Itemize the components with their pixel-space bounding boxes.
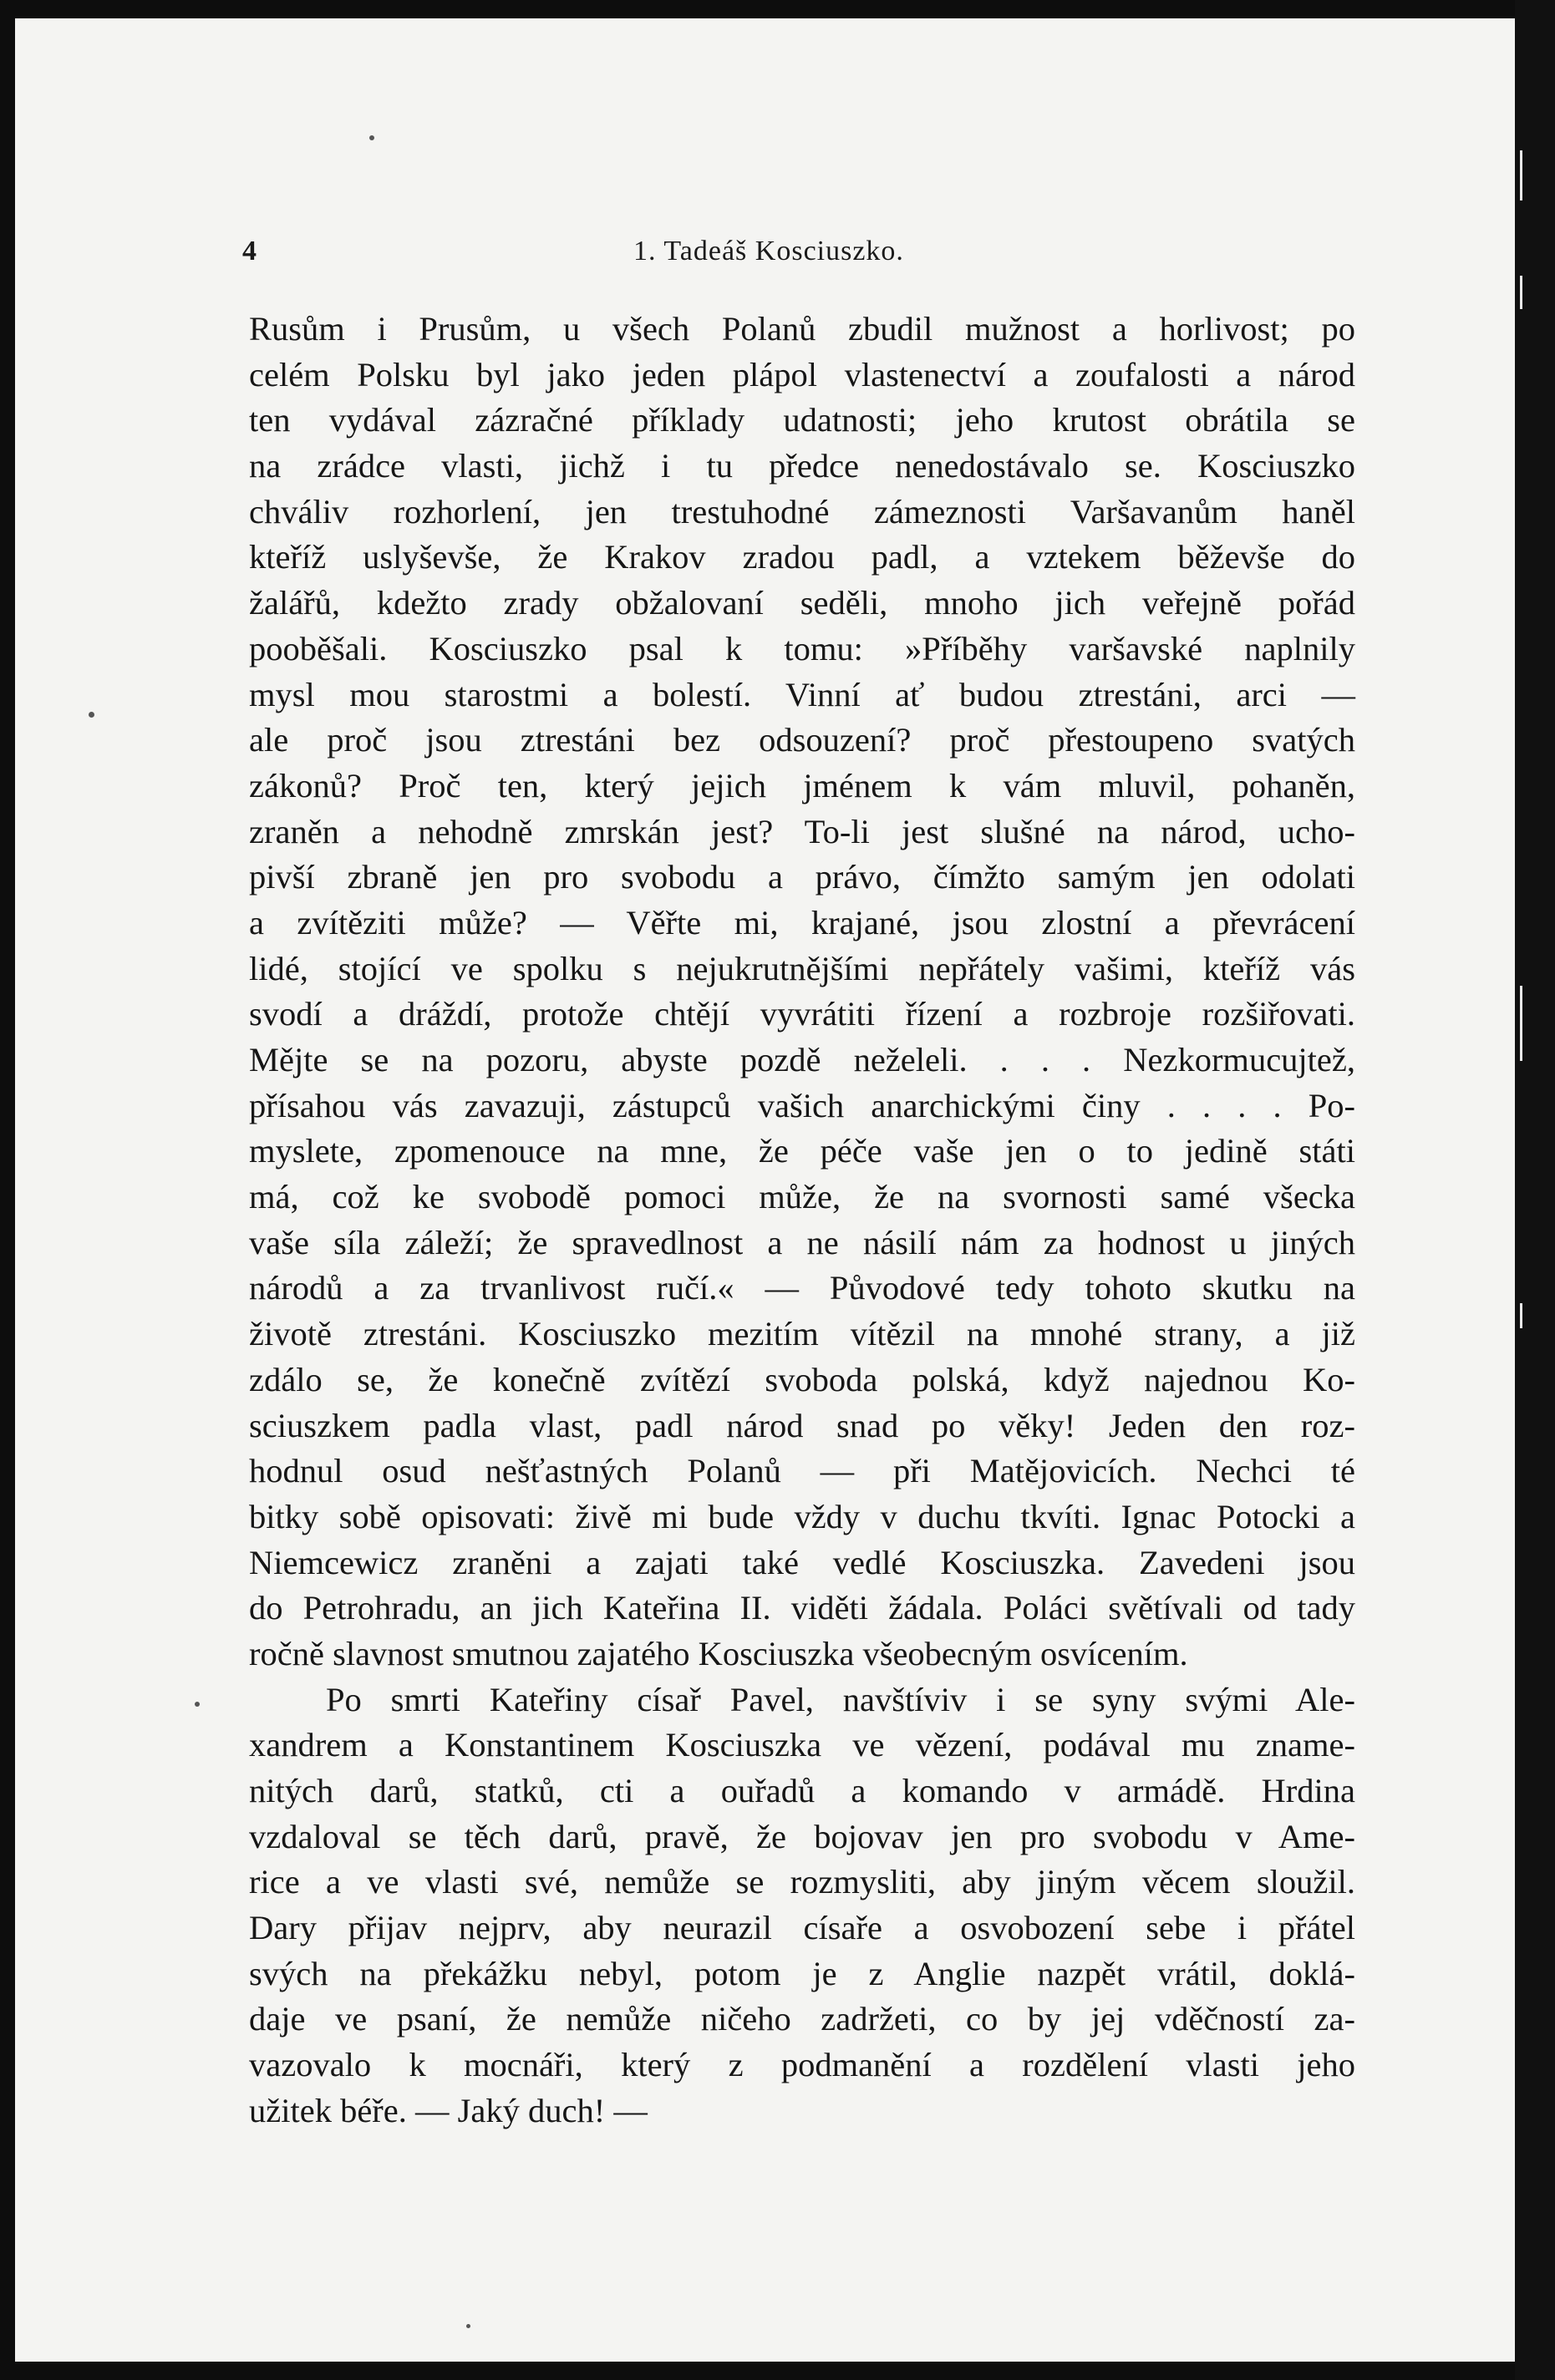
- text-line: ročně slavnost smutnou zajatého Kosciuszka všeobecným osvícením.: [249, 1634, 1188, 1672]
- text-line: ten vydával zázračné příklady udatnosti; jeho krutost obrátila se: [249, 401, 1355, 439]
- text-line: na zrádce vlasti, jichž i tu předce nenedostávalo se. Kosciuszko: [249, 447, 1355, 485]
- paper-speck: [89, 712, 94, 718]
- paper-speck: [195, 1702, 200, 1707]
- text-line: lidé, stojící ve spolku s nejukrutnějšími nepřátely vašimi, kteříž vás: [249, 949, 1355, 987]
- text-line: Mějte se na pozoru, abyste pozdě neželeli. . . . Nezkormucujtež,: [249, 1041, 1355, 1078]
- text-line: vaše síla záleží; že spravedlnost a ne násilí nám za hodnost u jiných: [249, 1223, 1355, 1261]
- text-line: zraněn a nehodně zmrskán jest? To-li jest slušné na národ, ucho-: [249, 812, 1355, 850]
- running-title: 1. Tadeáš Kosciuszko.: [633, 236, 904, 266]
- text-line: Niemcewicz zraněni a zajati také vedlé Kosciuszka. Zavedeni jsou: [249, 1543, 1355, 1581]
- text-line: svých na překážku nebyl, potom je z Anglie nazpět vrátil, doklá-: [249, 1954, 1355, 1992]
- text-line: chváliv rozhorlení, jen trestuhodné zámeznosti Varšavanům haněl: [249, 492, 1355, 530]
- text-line: mysl mou starostmi a bolestí. Vinní ať budou ztrestáni, arci —: [249, 675, 1355, 713]
- book-page: [15, 18, 1515, 2362]
- text-line: přísahou vás zavazuji, zástupců vašich anarchickými činy . . . . Po-: [249, 1086, 1355, 1124]
- text-line: užitek béře. — Jaký duch! —: [249, 2091, 648, 2129]
- text-line: myslete, zpomenouce na mne, že péče vaše jen o to jedině státi: [249, 1132, 1355, 1170]
- text-line: pooběšali. Kosciuszko psal k tomu: »Příběhy varšavské naplnily: [249, 629, 1355, 667]
- text-line: rice a ve vlasti své, nemůže se rozmysliti, aby jiným věcem sloužil.: [249, 1863, 1355, 1901]
- text-line: životě ztrestáni. Kosciuszko mezitím vítězil na mnohé strany, a již: [249, 1315, 1355, 1353]
- text-line: sciuszkem padla vlast, padl národ snad po věky! Jeden den roz-: [249, 1406, 1355, 1444]
- text-line: nitých darů, statků, cti a ouřadů a komando v armádě. Hrdina: [249, 1772, 1355, 1809]
- text-line: zdálo se, že konečně zvítězí svoboda polská, když najednou Ko-: [249, 1360, 1355, 1398]
- page-edge-shadow: [1515, 0, 1555, 2380]
- text-line: zákonů? Proč ten, který jejich jménem k vám mluvil, pohaněn,: [249, 766, 1355, 804]
- text-line: vzdaloval se těch darů, pravě, že bojovav jen pro svobodu v Ame-: [249, 1817, 1355, 1855]
- page-number: 4: [242, 236, 257, 266]
- text-line: a zvítěziti může? — Věřte mi, krajané, jsou zlostní a převrácení: [249, 903, 1355, 941]
- text-line: pivší zbraně jen pro svobodu a právo, čímžto samým jen odolati: [249, 858, 1355, 896]
- text-line: vazovalo k mocnáři, který z podmanění a rozdělení vlasti jeho: [249, 2046, 1355, 2084]
- text-line: národů a za trvanlivost ručí.« — Původové tedy tohoto skutku na: [249, 1269, 1355, 1307]
- page-header: [15, 226, 1515, 276]
- text-line: daje ve psaní, že nemůže ničeho zadržeti, co by jej vděčností za-: [249, 2000, 1355, 2038]
- body-text: [249, 307, 1355, 2134]
- paragraph-1: [249, 307, 1355, 1677]
- text-line: má, což ke svobodě pomoci může, že na svornosti samé všecka: [249, 1178, 1355, 1216]
- text-line: Dary přijav nejprv, aby neurazil císaře a osvobození sebe i přátel: [249, 1909, 1355, 1947]
- text-line: xandrem a Konstantinem Kosciuszka ve vězení, podával mu zname-: [249, 1726, 1355, 1764]
- text-line: kteříž uslyševše, že Krakov zradou padl, a vztekem běževše do: [249, 538, 1355, 576]
- text-line: ale proč jsou ztrestáni bez odsouzení? proč přestoupeno svatých: [249, 721, 1355, 759]
- text-line: celém Polsku byl jako jeden plápol vlastenectví a zoufalosti a národ: [249, 355, 1355, 393]
- text-line: žalářů, kdežto zrady obžalovaní seděli, mnoho jich veřejně pořád: [249, 584, 1355, 622]
- text-line: do Petrohradu, an jich Kateřina II. viděti žádala. Poláci světívali od tady: [249, 1589, 1355, 1627]
- text-line: bitky sobě opisovati: živě mi bude vždy v duchu tkvíti. Ignac Potocki a: [249, 1497, 1355, 1535]
- paper-speck: [369, 135, 374, 140]
- paper-speck: [466, 2324, 470, 2328]
- text-line: hodnul osud nešťastných Polanů — při Matějovicích. Nechci té: [249, 1452, 1355, 1490]
- text-line: Po smrti Kateřiny císař Pavel, navštíviv i se syny svými Ale-: [326, 1680, 1355, 1718]
- text-line: svodí a dráždí, protože chtějí vyvrátiti řízení a rozbroje rozšiřovati.: [249, 995, 1355, 1033]
- paragraph-2: [249, 1677, 1355, 2134]
- text-line: Rusům i Prusům, u všech Polanů zbudil mužnost a horlivost; po: [249, 310, 1355, 348]
